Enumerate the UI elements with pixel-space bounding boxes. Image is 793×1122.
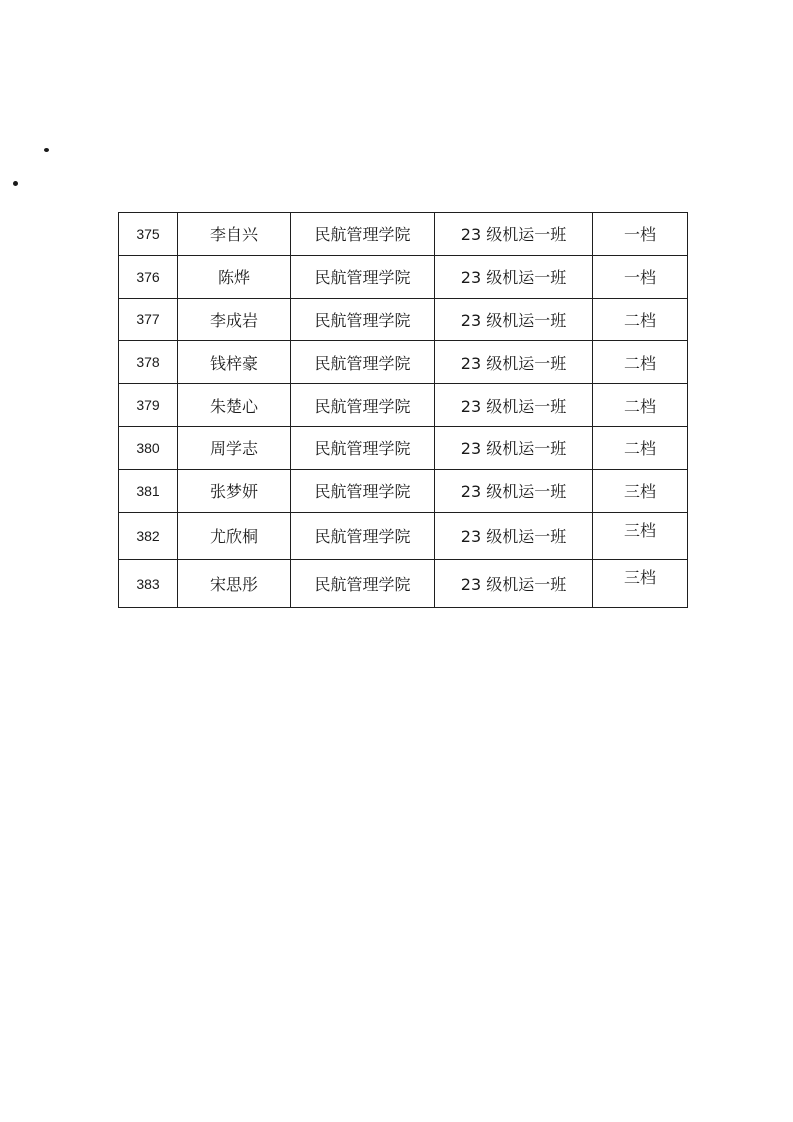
grade-level: 二档: [593, 426, 688, 469]
grade-level: 二档: [593, 384, 688, 427]
row-number: 375: [119, 213, 178, 256]
scan-speck: [13, 181, 18, 186]
row-number: 378: [119, 341, 178, 384]
class-name: 23 级机运一班: [435, 469, 593, 512]
table-row: [119, 426, 688, 469]
class-name: 23 级机运一班: [435, 384, 593, 427]
college-name: 民航管理学院: [291, 213, 435, 256]
grade-level: 三档: [593, 512, 688, 560]
grade-level: 一档: [593, 213, 688, 256]
class-name: 23 级机运一班: [435, 426, 593, 469]
student-name: 李成岩: [178, 298, 291, 341]
college-name: 民航管理学院: [291, 298, 435, 341]
table-row: [119, 384, 688, 427]
grade-level: 二档: [593, 341, 688, 384]
student-name: 张梦妍: [178, 469, 291, 512]
class-name: 23 级机运一班: [435, 341, 593, 384]
grade-level: 三档: [593, 560, 688, 608]
college-name: 民航管理学院: [291, 384, 435, 427]
class-name: 23 级机运一班: [435, 560, 593, 608]
class-name: 23 级机运一班: [435, 255, 593, 298]
table-row: [119, 213, 688, 256]
student-name: 陈烨: [178, 255, 291, 298]
row-number: 383: [119, 560, 178, 608]
table-row: [119, 560, 688, 608]
college-name: 民航管理学院: [291, 426, 435, 469]
roster-table-container: [118, 212, 688, 608]
grade-level: 一档: [593, 255, 688, 298]
row-number: 379: [119, 384, 178, 427]
college-name: 民航管理学院: [291, 255, 435, 298]
class-name: 23 级机运一班: [435, 213, 593, 256]
grade-level: 二档: [593, 298, 688, 341]
row-number: 380: [119, 426, 178, 469]
table-row: [119, 512, 688, 560]
table-row: [119, 298, 688, 341]
table-row: [119, 255, 688, 298]
college-name: 民航管理学院: [291, 560, 435, 608]
student-name: 钱梓豪: [178, 341, 291, 384]
student-name: 朱楚心: [178, 384, 291, 427]
college-name: 民航管理学院: [291, 512, 435, 560]
row-number: 376: [119, 255, 178, 298]
row-number: 377: [119, 298, 178, 341]
row-number: 382: [119, 512, 178, 560]
grade-level: 三档: [593, 469, 688, 512]
college-name: 民航管理学院: [291, 341, 435, 384]
roster-table: [118, 212, 688, 608]
student-name: 周学志: [178, 426, 291, 469]
student-name: 尤欣桐: [178, 512, 291, 560]
table-row: [119, 469, 688, 512]
class-name: 23 级机运一班: [435, 298, 593, 341]
table-row: [119, 341, 688, 384]
student-name: 李自兴: [178, 213, 291, 256]
scan-speck: [44, 148, 49, 152]
row-number: 381: [119, 469, 178, 512]
student-name: 宋思彤: [178, 560, 291, 608]
college-name: 民航管理学院: [291, 469, 435, 512]
class-name: 23 级机运一班: [435, 512, 593, 560]
